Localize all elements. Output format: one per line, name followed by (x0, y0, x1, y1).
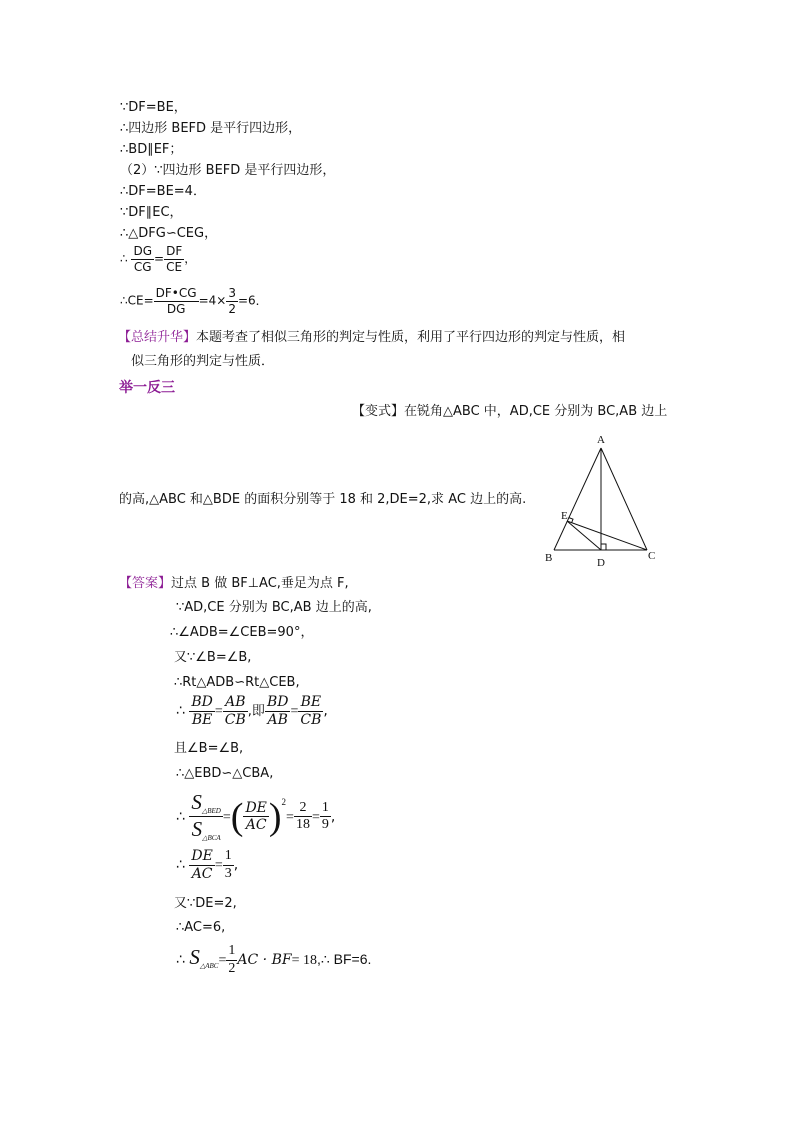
fraction-area-bed-bca (189, 791, 223, 843)
answer-line-1 (119, 577, 349, 590)
fraction-bd-be (189, 695, 215, 727)
area-subscript: △ABC (199, 962, 219, 971)
summary-line-2: 似三角形的判定与性质． (131, 354, 275, 369)
right-angle-mark-d (601, 544, 606, 550)
answer-line-9-area-ratio (176, 791, 335, 843)
fraction-numerator: BD (266, 694, 289, 710)
equals-sign: = (222, 809, 231, 825)
expression-text: =4× (198, 293, 227, 308)
therefore-symbol: ∴ (176, 857, 185, 874)
fraction-dfcg-dg (154, 287, 199, 315)
fraction-numerator: 1 (226, 944, 237, 961)
fraction-numerator: 3 (228, 286, 236, 300)
therefore-symbol: ∴ (176, 703, 185, 720)
fraction-numerator: DG (133, 244, 153, 258)
product-expression: AC · BF (237, 952, 292, 969)
summary-text: 本题考查了相似三角形的判定与性质，利用了平行四边形的判定与性质，相 (196, 330, 626, 345)
answer-line-2: ∵AD,CE 分别为 BC,AB 边上的高, (176, 600, 372, 615)
fraction-denominator: 9 (321, 817, 329, 833)
variant-line-2: 的高,△ABC 和△BDE 的面积分别等于 18 和 2,DE=2,求 AC 边上的高. (119, 492, 527, 507)
answer-line-10-de-ac (176, 849, 238, 881)
variant-line-1 (352, 405, 667, 418)
fraction-de-ac (189, 849, 214, 881)
proof-line-5: ∴DF=BE=4． (120, 184, 206, 199)
vertex-label-a: A (597, 434, 605, 446)
proof-line-1: ∵DF=BE， (120, 100, 187, 115)
vertex-label-c: C (648, 550, 656, 562)
fraction-be-cb (298, 695, 323, 727)
fraction-denominator: CG (133, 259, 152, 274)
summary-line-1 (118, 331, 625, 344)
fraction-2-18 (294, 801, 312, 833)
therefore-symbol: ∴ (176, 952, 185, 969)
equals-sign: = (311, 809, 320, 825)
connector-text: ,即 (247, 704, 265, 720)
fraction-denominator: CB (300, 711, 322, 728)
fraction-ab-cb (223, 695, 248, 727)
fraction-bd-ab (265, 695, 291, 727)
fraction-denominator: 2 (228, 960, 236, 976)
fraction-denominator: DG (166, 301, 186, 316)
answer-line-3: ∴∠ADB=∠CEB=90°， (170, 625, 314, 640)
fraction-1-9 (320, 801, 331, 833)
proof-line-7: ∴△DFG∽CEG， (120, 226, 218, 241)
fraction-numerator: 1 (320, 801, 331, 818)
left-parenthesis: ( (230, 795, 244, 838)
fraction-denominator: 18 (295, 817, 310, 833)
fraction-dg-cg (131, 245, 154, 273)
fraction-numerator: $S_{\triangle BED}$ (189, 791, 223, 817)
answer-line-13-area-abc (176, 944, 371, 976)
area-symbol: S (189, 945, 200, 970)
punctuation: , (323, 703, 328, 720)
equals-sign: = (214, 704, 223, 720)
fraction-numerator: DE (245, 799, 267, 816)
right-parenthesis: ) (268, 795, 282, 838)
vertex-label-e: E (561, 510, 568, 522)
fraction-denominator: 3 (224, 865, 232, 881)
segment-de (567, 521, 601, 550)
equals-sign: = (290, 704, 299, 720)
answer-line-12: ∴AC=6, (176, 920, 226, 935)
fraction-denominator: CB (224, 711, 246, 728)
fraction-numerator: 1 (223, 849, 234, 866)
fraction-3-2 (226, 287, 238, 315)
fraction-denominator: AC (191, 865, 213, 882)
punctuation: , (233, 857, 239, 874)
conclusion-text: ,∴ BF=6. (316, 951, 372, 968)
answer-line-5: ∴Rt△ADB∽Rt△CEB, (174, 675, 300, 690)
proof-line-9-ce-value (120, 287, 268, 315)
proof-line-3: ∴BD∥EF； (120, 142, 183, 157)
segment-ab (554, 448, 601, 550)
fraction-denominator: 2 (228, 301, 236, 316)
altitude-ce (567, 521, 647, 550)
fraction-numerator: DF (166, 244, 183, 258)
fraction-numerator: DE (191, 848, 213, 864)
proof-line-8-ratio (120, 245, 196, 273)
fraction-numerator: BE (298, 695, 323, 712)
answer-line-8: ∴△EBD∽△CBA, (176, 766, 274, 781)
fraction-de-ac (243, 801, 268, 833)
answer-line-6-ratios (176, 695, 328, 727)
therefore-symbol: ∴ (176, 808, 185, 825)
fraction-1-2 (226, 944, 237, 976)
segment-ac (601, 448, 647, 550)
fraction-1-3 (223, 849, 234, 881)
exponent: 2 (281, 796, 287, 807)
triangle-figure (540, 428, 662, 570)
expression-text: ∴CE= (120, 293, 154, 308)
vertex-label-b: B (545, 552, 553, 564)
fraction-numerator: DF•CG (155, 286, 197, 300)
answer-tag: 【答案】 (119, 576, 172, 591)
equals-sign: = (218, 953, 227, 969)
variant-text: 在锐角△ABC 中，AD,CE 分别为 BC,AB 边上 (404, 404, 668, 419)
equals-sign: = (286, 809, 294, 825)
fraction-numerator: AB (223, 695, 248, 712)
fraction-df-ce (164, 245, 184, 273)
section-title: 举一反三 (119, 380, 175, 396)
equals-value: = 18 (291, 953, 317, 969)
fraction-denominator: AB (267, 711, 288, 728)
equals-sign: = (154, 251, 165, 266)
proof-line-2: ∴四边形 BEFD 是平行四边形， (120, 121, 302, 136)
fraction-denominator: BE (191, 711, 213, 728)
answer-line-11: 又∵DE=2, (174, 896, 237, 911)
equals-sign: = (214, 858, 223, 874)
fraction-numerator: BD (191, 694, 213, 710)
fraction-denominator: AC (245, 817, 267, 834)
fraction-denominator: $S_{\triangle BCA}$ (191, 817, 221, 843)
fraction-numerator: 2 (294, 801, 312, 818)
variant-tag: 【变式】 (352, 404, 405, 419)
punctuation: ， (184, 251, 197, 266)
proof-line-6: ∵DF∥EC， (120, 205, 183, 220)
vertex-label-d: D (597, 557, 605, 569)
answer-line-4: 又∵∠B=∠B, (174, 650, 252, 665)
summary-tag: 【总结升华】 (118, 330, 197, 345)
answer-line-7: 且∠B=∠B, (174, 741, 244, 756)
punctuation: , (330, 808, 336, 825)
fraction-denominator: CE (166, 259, 183, 274)
expression-text: =6． (237, 293, 268, 308)
answer-text: 过点 B 做 BF⊥AC,垂足为点 F, (171, 576, 349, 591)
proof-line-4: （2）∵四边形 BEFD 是平行四边形， (120, 163, 336, 178)
therefore-symbol: ∴ (120, 251, 128, 266)
